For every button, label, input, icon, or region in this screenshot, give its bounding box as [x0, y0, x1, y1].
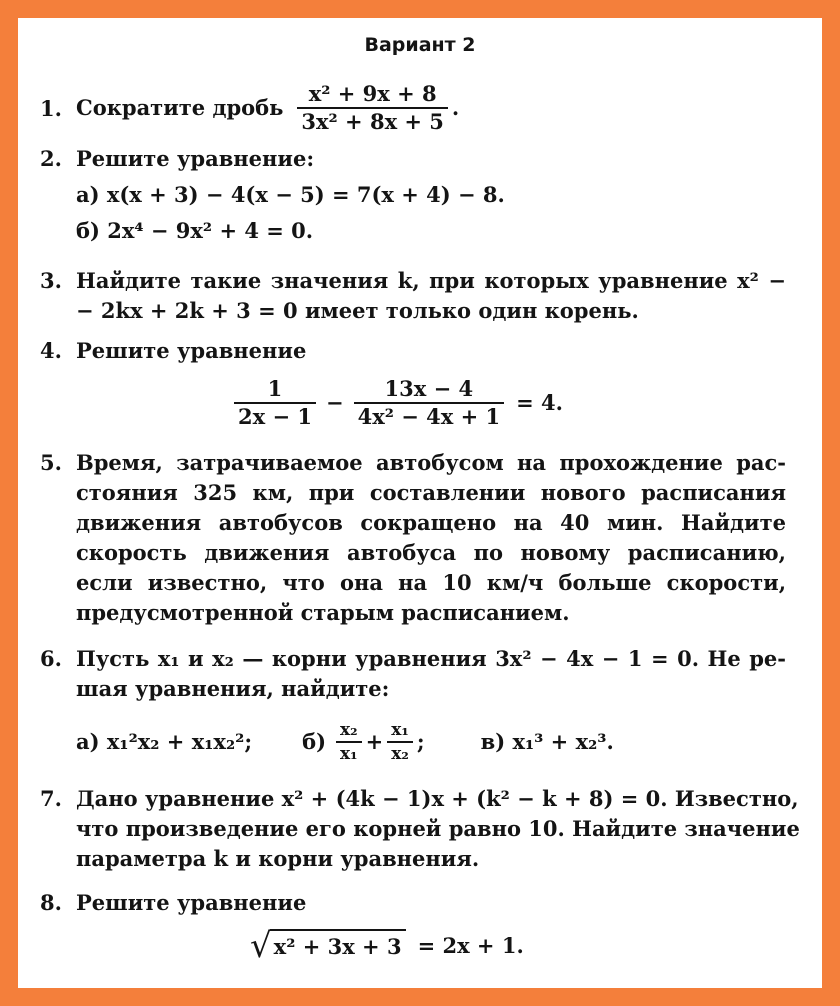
square-root — [250, 926, 406, 966]
problem-5-line-2: стояния 325 км, при составлении нового расписания — [76, 480, 786, 505]
problem-2b: б) 2x⁴ − 9x² + 4 = 0. — [76, 218, 314, 243]
problem-2-number: 2. — [40, 146, 62, 171]
problem-6b-fraction-2 — [387, 719, 413, 765]
problem-5-line-1: Время, затрачиваемое автобусом на прохождение рас- — [76, 450, 786, 475]
problem-8-equation — [250, 926, 650, 966]
problem-1-numerator: x² + 9x + 8 — [308, 81, 437, 106]
radicand: x² + 3x + 3 — [270, 929, 406, 963]
problem-4-fraction-1 — [234, 376, 316, 430]
problem-6b-label: б) — [302, 729, 327, 754]
problem-8-rhs: = 2x + 1. — [417, 933, 524, 958]
problem-5-line-5: если известно, что она на 10 км/ч больше скорости, — [76, 570, 786, 595]
fraction-numerator: x₁ — [391, 720, 409, 740]
problem-3-number: 3. — [40, 268, 62, 293]
problem-6-number: 6. — [40, 646, 62, 671]
problem-6-line-1: Пусть x₁ и x₂ — корни уравнения 3x² − 4x − 1 = 0. Не ре- — [76, 646, 786, 671]
problem-6a: а) x₁²x₂ + x₁x₂²; — [76, 729, 253, 754]
fraction-2-numerator: 13x − 4 — [384, 376, 474, 401]
variant-title: Вариант 2 — [364, 34, 476, 56]
fraction-denominator: x₁ — [336, 741, 362, 765]
problem-4-fraction-2 — [354, 376, 505, 430]
problem-7-line-2: что произведение его корней равно 10. Найдите значение — [76, 816, 800, 841]
problem-4-equation: $\frac{1}{2x - 1}$ − $\frac{13x - 4}{\text{4x² − 4x + 1}}$ = 4. — [230, 372, 650, 434]
problem-5-line-3: движения автобусов сокращено на 40 мин. Найдите — [76, 510, 786, 535]
problem-4-text: Решите уравнение — [76, 338, 307, 363]
problem-6-line-2: шая уравнения, найдите: — [76, 676, 390, 701]
problem-3-line-1: Найдите такие значения k, при которых уравнение x² − — [76, 268, 786, 293]
problem-2a: а) x(x + 3) − 4(x − 5) = 7(x + 4) − 8. — [76, 182, 505, 207]
problem-6c: в) x₁³ + x₂³. — [480, 729, 614, 754]
problem-7-line-1: Дано уравнение x² + (4k − 1)x + (k² − k + 8) = 0. Известно, — [76, 786, 799, 811]
problem-1-fraction — [297, 81, 448, 135]
fraction-1-denominator: 2x − 1 — [234, 402, 316, 430]
fraction-2-denominator: 4x² − 4x + 1 — [354, 402, 505, 430]
problem-6-parts: а) x₁²x₂ + x₁x₂²; б) $\frac{\text{x₂}}{\text{x₁}}$ + $\frac{\text{x₁}}{\text{x₂}}$ ; в) x₁³ + x₂³. — [76, 720, 614, 764]
problem-5-line-6: предусмотренной старым расписанием. — [76, 600, 570, 625]
problem-5-line-4: скорость движения автобуса по новому расписанию, — [76, 540, 786, 565]
problem-1-number: 1. — [40, 96, 62, 121]
problem-7-number: 7. — [40, 786, 62, 811]
radical-sign: √ — [250, 926, 272, 966]
problem-5-number: 5. — [40, 450, 62, 475]
problem-8-number: 8. — [40, 890, 62, 915]
problem-2-text: Решите уравнение: — [76, 146, 315, 171]
worksheet — [18, 18, 822, 988]
fraction-1-numerator: 1 — [267, 376, 283, 401]
problem-4-number: 4. — [40, 338, 62, 363]
problem-3-line-2: − 2kx + 2k + 3 = 0 имеет только один корень. — [76, 298, 639, 323]
problem-1: Сократите дробь $\frac{\text{x² + 9x + 8}}{\text{3x² + 8x + 5}}$ . — [76, 81, 460, 134]
problem-6b-fraction-1 — [336, 719, 362, 765]
fraction-denominator: x₂ — [387, 741, 413, 765]
problem-4-rhs: = 4. — [516, 390, 563, 415]
problem-7-line-3: параметра k и корни уравнения. — [76, 846, 480, 871]
fraction-numerator: x₂ — [340, 720, 358, 740]
problem-1-text: Сократите дробь — [76, 95, 284, 120]
problem-8-text: Решите уравнение — [76, 890, 307, 915]
problem-1-denominator: 3x² + 8x + 5 — [297, 107, 448, 135]
